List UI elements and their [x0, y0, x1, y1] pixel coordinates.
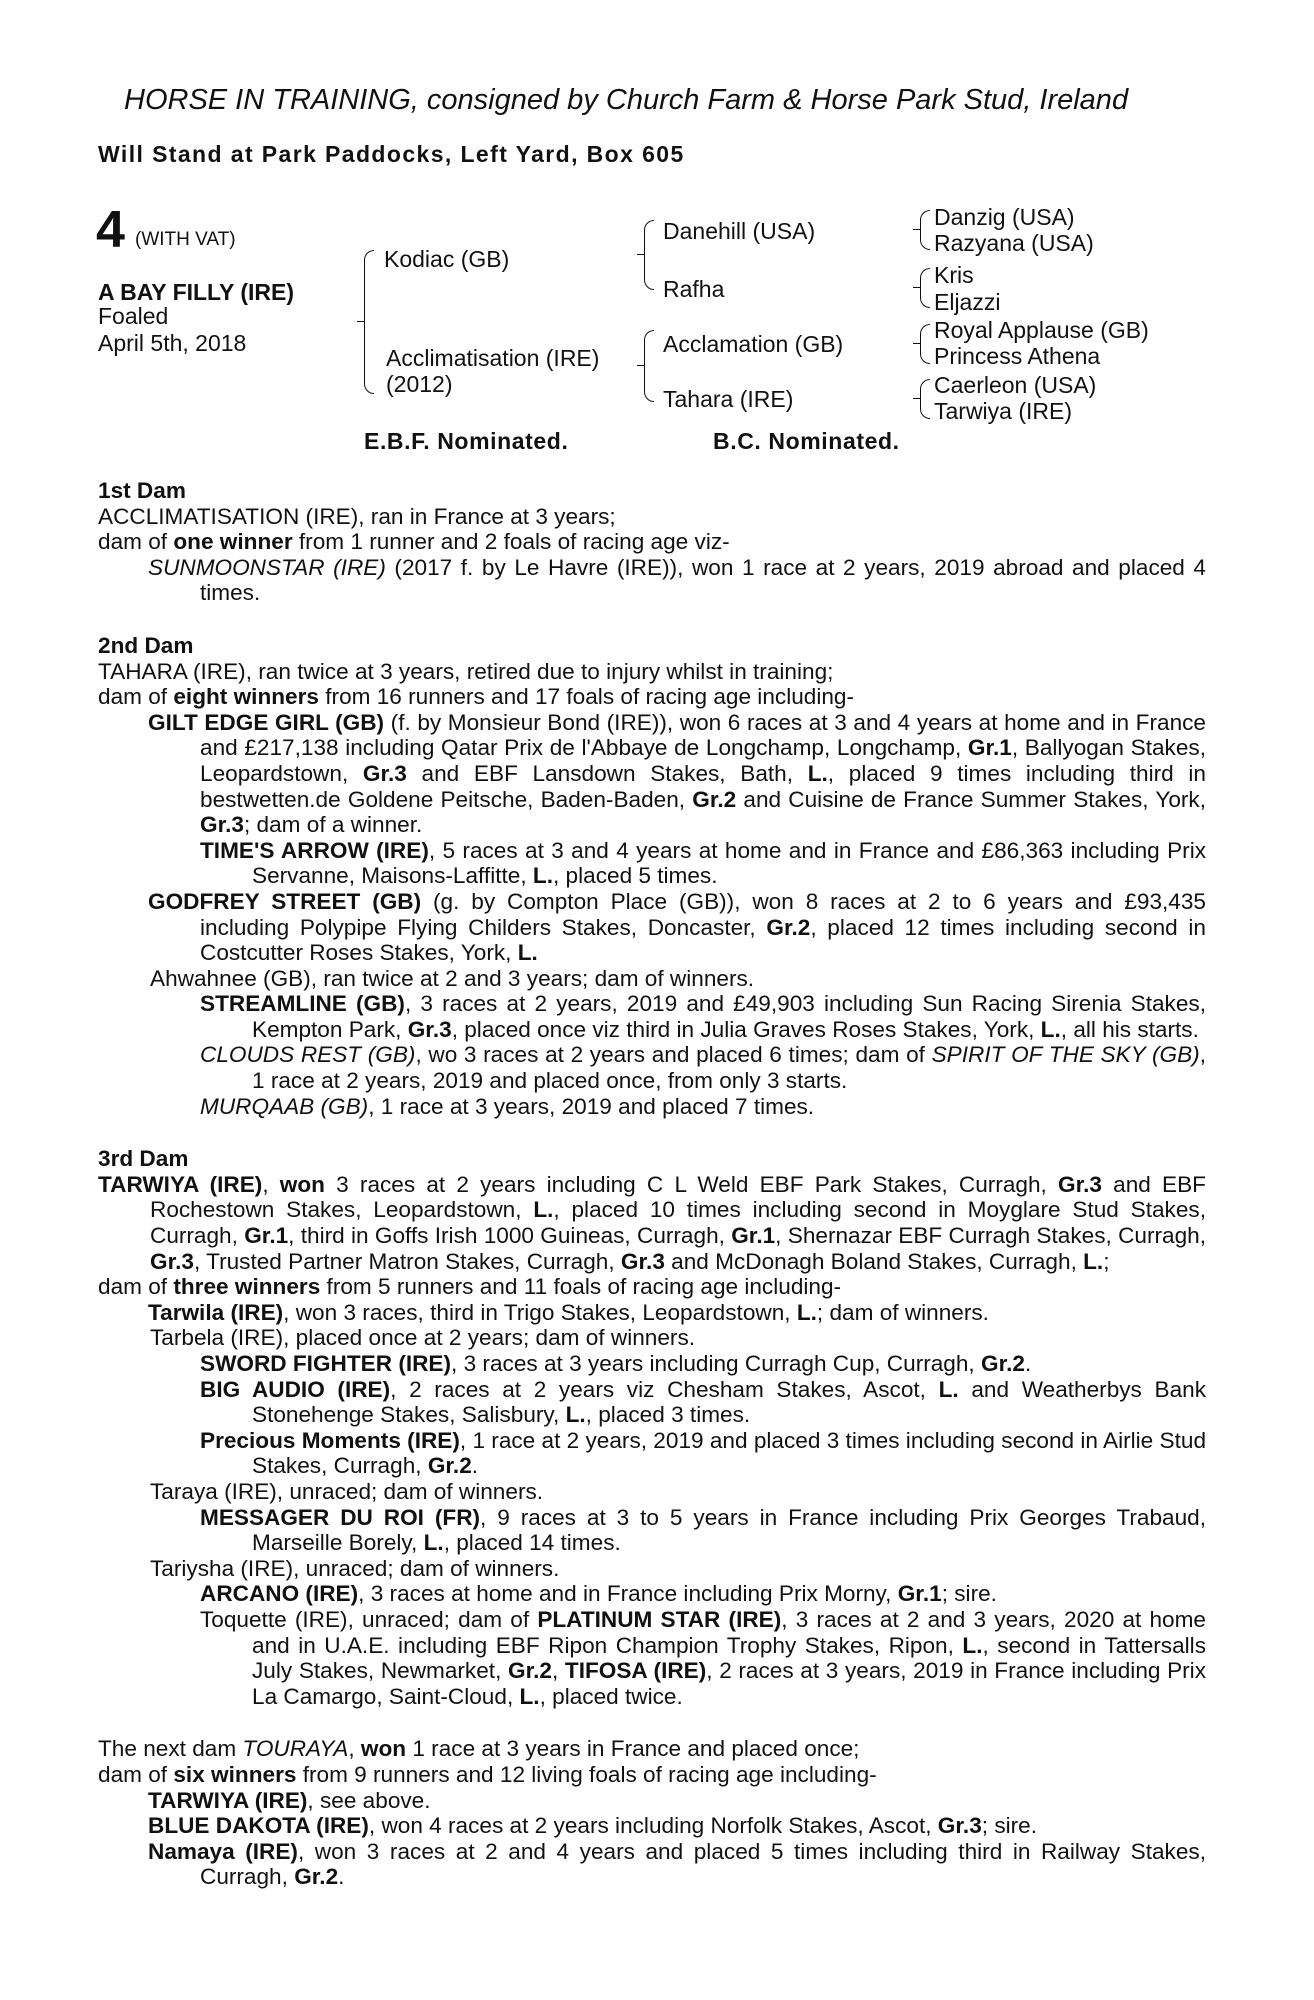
bc-nominated: B.C. Nominated.: [713, 428, 900, 454]
pedigree-dam-year: (2012): [386, 371, 453, 397]
text-line: TAHARA (IRE), ran twice at 3 years, retired due to injury whilst in training;: [98, 658, 834, 684]
pedigree-ddd: Tarwiya (IRE): [934, 398, 1073, 424]
pedigree-dds: Caerleon (USA): [934, 372, 1097, 398]
section-heading-3rd-dam: 3rd Dam: [98, 1146, 189, 1172]
horse-name: A BAY FILLY (IRE): [98, 279, 294, 305]
pedigree-sire-dam: Rafha: [663, 276, 725, 302]
text-line: BLUE DAKOTA (IRE), won 4 races at 2 years including Norfolk Stakes, Ascot, Gr.3; sire.: [148, 1813, 1038, 1839]
pedigree-dam: Acclimatisation (IRE): [386, 345, 600, 371]
pedigree-brace: [364, 250, 374, 394]
text-line: GODFREY STREET (GB) (g. by Compton Place (GB)), won 8 races at 2 to 6 years and £93,435 including Polypipe Flying Childers Stakes, Doncaster, Gr.2, placed 12 times including second in Costcutter Roses Stakes, York, L.: [148, 888, 1206, 966]
pedigree-brace: [644, 330, 654, 402]
pedigree-ssd: Razyana (USA): [934, 230, 1094, 256]
pedigree-brace-tip: [913, 343, 920, 344]
pedigree-brace: [920, 379, 930, 419]
page-title: HORSE IN TRAINING, consigned by Church Farm & Horse Park Stud, Ireland: [124, 84, 1129, 116]
text-line: MURQAAB (GB), 1 race at 3 years, 2019 and placed 7 times.: [200, 1093, 815, 1119]
text-line: SWORD FIGHTER (IRE), 3 races at 3 years including Curragh Cup, Curragh, Gr.2.: [200, 1351, 1032, 1376]
ebf-nominated: E.B.F. Nominated.: [364, 428, 569, 454]
text-line: Toquette (IRE), unraced; dam of PLATINUM STAR (IRE), 3 races at 2 and 3 years, 2020 at home and in U.A.E. including EBF Ripon Champion Trophy Stakes, Ripon, L., second in Tattersalls July Stakes, Newmarket, Gr.2, TIFOSA (IRE), 2 races at 3 years, 2019 in France including Prix La Camargo, Saint-Cloud, L., placed twice.: [200, 1606, 1207, 1709]
pedigree-brace-tip: [357, 321, 364, 322]
text-line: dam of three winners from 5 runners and 11 foals of racing age including-: [98, 1274, 842, 1300]
lot-number: 4: [96, 201, 125, 259]
text-line: GILT EDGE GIRL (GB) (f. by Monsieur Bond (IRE)), won 6 races at 3 and 4 years at home and in France and £217,138 including Qatar Prix de l'Abbaye de Longchamp, Longchamp, Gr.1, Ballyogan Stakes, Leopardstown, Gr.3 and EBF Lansdown Stakes, Bath, L., placed 9 times including third in bestwetten.de Goldene Peitsche, Baden-Baden, Gr.2 and Cuisine de France Summer Stakes, York, Gr.3; dam of a winner.: [148, 709, 1206, 838]
pedigree-brace: [920, 210, 930, 250]
section-heading-2nd-dam: 2nd Dam: [98, 632, 194, 658]
text-line: CLOUDS REST (GB), wo 3 races at 2 years and placed 6 times; dam of SPIRIT OF THE SKY (GB), 1 race at 2 years, 2019 and placed once, from only 3 starts.: [200, 1042, 1206, 1094]
pedigree-dam-sire: Acclamation (GB): [663, 331, 844, 357]
pedigree-sss: Danzig (USA): [934, 204, 1075, 230]
text-line: Precious Moments (IRE), 1 race at 2 years, 2019 and placed 3 times including second in Airlie Stud Stakes, Curragh, Gr.2.: [200, 1427, 1207, 1479]
foaled-label: Foaled: [98, 303, 169, 329]
text-line: Tarbela (IRE), placed once at 2 years; dam of winners.: [150, 1325, 696, 1351]
text-line: BIG AUDIO (IRE), 2 races at 2 years viz Chesham Stakes, Ascot, L. and Weatherbys Bank Stonehenge Stakes, Salisbury, L., placed 3 times.: [200, 1376, 1207, 1428]
pedigree-sds: Kris: [934, 262, 974, 288]
foaled-date: April 5th, 2018: [98, 330, 247, 356]
pedigree-brace-tip: [913, 398, 920, 399]
pedigree-sire: Kodiac (GB): [384, 246, 510, 272]
text-line: Taraya (IRE), unraced; dam of winners.: [150, 1478, 544, 1504]
produce-record: [0, 478, 1314, 1890]
pedigree-brace-tip: [913, 287, 920, 288]
text-line: dam of six winners from 9 runners and 12 living foals of racing age including-: [98, 1761, 877, 1787]
section-heading-1st-dam: 1st Dam: [98, 478, 186, 503]
text-line: ACCLIMATISATION (IRE), ran in France at 3 years;: [98, 503, 616, 529]
text-line: Ahwahnee (GB), ran twice at 2 and 3 years; dam of winners.: [150, 965, 755, 991]
pedigree-brace-tip: [637, 254, 644, 255]
pedigree-brace-tip: [913, 229, 920, 230]
text-line: Tarwila (IRE), won 3 races, third in Trigo Stakes, Leopardstown, L.; dam of winners.: [148, 1299, 989, 1325]
pedigree-sdd: Eljazzi: [934, 289, 1001, 315]
text-line: ARCANO (IRE), 3 races at home and in France including Prix Morny, Gr.1; sire.: [200, 1581, 997, 1607]
pedigree-dss: Royal Applause (GB): [934, 317, 1149, 343]
stable-location: Will Stand at Park Paddocks, Left Yard, Box 605: [98, 141, 685, 167]
pedigree-dsd: Princess Athena: [934, 343, 1101, 369]
text-line: TARWIYA (IRE), see above.: [148, 1787, 431, 1813]
pedigree-brace: [920, 324, 930, 364]
text-line: The next dam TOURAYA, won 1 race at 3 years in France and placed once;: [98, 1736, 860, 1762]
text-line: Tariysha (IRE), unraced; dam of winners.: [150, 1555, 560, 1581]
text-line: dam of eight winners from 16 runners and 17 foals of racing age including-: [98, 684, 855, 710]
pedigree-dam-dam: Tahara (IRE): [663, 386, 794, 412]
pedigree-brace: [920, 268, 930, 308]
pedigree-sire-sire: Danehill (USA): [663, 218, 816, 244]
vat-note: (WITH VAT): [135, 229, 236, 250]
text-line: TARWIYA (IRE), won 3 races at 2 years including C L Weld EBF Park Stakes, Curragh, Gr.3 and EBF Rochestown Stakes, Leopardstown, L., placed 10 times including second in Moyglare Stud Stakes, Curragh, Gr.1, third in Goffs Irish 1000 Guineas, Curragh, Gr.1, Shernazar EBF Curragh Stakes, Curragh, Gr.3, Trusted Partner Matron Stakes, Curragh, Gr.3 and McDonagh Boland Stakes, Curragh, L.;: [98, 1171, 1206, 1274]
text-line: TIME'S ARROW (IRE), 5 races at 3 and 4 years at home and in France and £86,363 including Prix Servanne, Maisons-Laffitte, L., placed 5 times.: [200, 837, 1207, 889]
pedigree-brace-tip: [637, 365, 644, 366]
text-line: STREAMLINE (GB), 3 races at 2 years, 2019 and £49,903 including Sun Racing Sirenia Stakes, Kempton Park, Gr.3, placed once viz third in Julia Graves Roses Stakes, York, L., all his starts.: [200, 991, 1206, 1042]
pedigree-brace: [644, 220, 654, 290]
text-line: dam of one winner from 1 runner and 2 foals of racing age viz-: [98, 529, 730, 555]
text-line: Namaya (IRE), won 3 races at 2 and 4 years and placed 5 times including third in Railway Stakes, Curragh, Gr.2.: [148, 1838, 1206, 1890]
text-line: SUNMOONSTAR (IRE) (2017 f. by Le Havre (IRE)), won 1 race at 2 years, 2019 abroad and placed 4 times.: [148, 554, 1207, 606]
text-line: MESSAGER DU ROI (FR), 9 races at 3 to 5 years in France including Prix Georges Trabaud, Marseille Borely, L., placed 14 times.: [200, 1504, 1206, 1556]
